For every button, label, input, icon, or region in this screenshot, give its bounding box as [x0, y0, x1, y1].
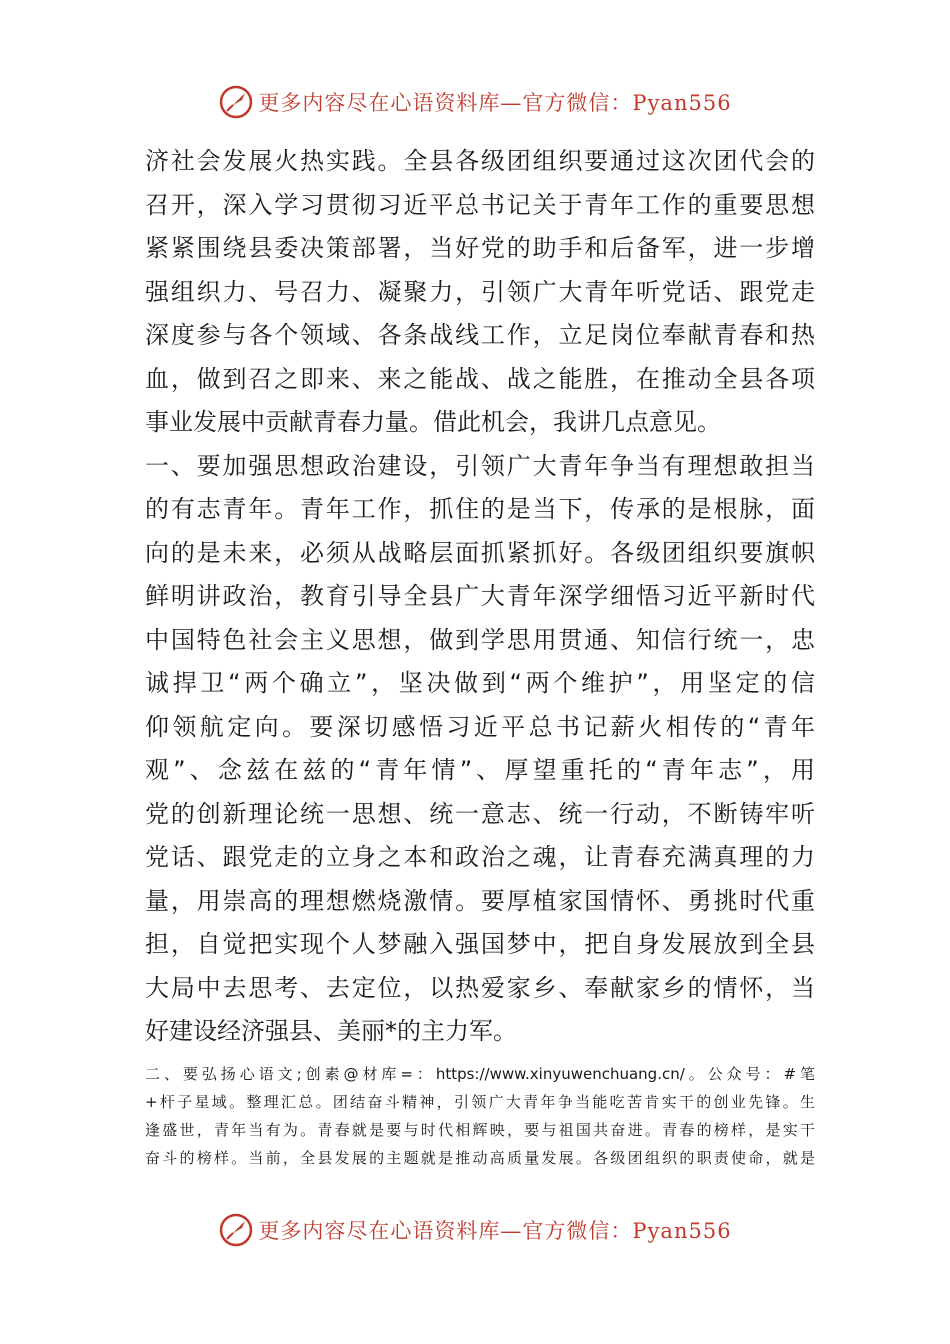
quill-pen-circle-icon: [218, 1212, 254, 1248]
body-line: 党话、跟党走的立身之本和政治之魂，让青春充满真理的力: [145, 843, 815, 871]
body-line: 中国特色社会主义思想，做到学思用贯通、知信行统一，忠: [145, 625, 815, 654]
small-print-line: 二、要弘扬心语文;创素@材库=：https://www.xinyuwenchuang.cn/。公众号：#笔: [145, 1064, 815, 1083]
body-line: 诚捍卫“两个确立”，坚决做到“两个维护”，用坚定的信: [145, 669, 815, 697]
body-line: 大局中去思考、去定位，以热爱家乡、奉献家乡的情怀，当: [145, 973, 815, 1002]
body-line: 血，做到召之即来、来之能战、战之能胜，在推动全县各项: [145, 364, 815, 393]
body-line: 好建设经济强县、美丽*的主力军。: [145, 1017, 517, 1045]
body-line: 的有志青年。青年工作，抓住的是当下，传承的是根脉，面: [145, 495, 815, 523]
footer-watermark-banner: [0, 1208, 950, 1252]
header-watermark-text: 更多内容尽在心语资料库—官方微信：Pyan556: [258, 91, 732, 115]
body-line: 济社会发展火热实践。全县各级团组织要通过这次团代会的: [145, 147, 815, 175]
body-line: 召开，深入学习贯彻习近平总书记关于青年工作的重要思想: [145, 190, 815, 219]
small-print-paragraph: [145, 1060, 815, 1172]
body-line: 深度参与各个领域、各条战线工作，立足岗位奉献青春和热: [145, 321, 815, 349]
body-line: 观”、念兹在兹的“青年情”、厚望重托的“青年志”，用: [145, 756, 815, 784]
small-print-line: 奋斗的榜样。当前，全县发展的主题就是推动高质量发展。各级团组织的职责使命，就是: [145, 1148, 815, 1167]
body-line: 紧紧围绕县委决策部署，当好党的助手和后备军，进一步增: [145, 234, 815, 262]
body-line: 鲜明讲政治，教育引导全县广大青年深学细悟习近平新时代: [145, 582, 815, 610]
small-print-line: +杆子星域。整理汇总。团结奋斗精神，引领广大青年争当能吃苦肯实干的创业先锋。生: [145, 1092, 815, 1111]
body-line: 担，自觉把实现个人梦融入强国梦中，把自身发展放到全县: [145, 930, 815, 958]
body-line: 党的创新理论统一思想、统一意志、统一行动，不断铸牢听: [145, 799, 815, 828]
document-body: [145, 140, 815, 1172]
body-line: 向的是未来，必须从战略层面抓紧抓好。各级团组织要旗帜: [145, 538, 815, 567]
body-line: 事业发展中贡献青春力量。借此机会，我讲几点意见。: [145, 408, 721, 436]
body-line: 量，用崇高的理想燃烧激情。要厚植家国情怀、勇挑时代重: [145, 886, 815, 915]
small-print-line: 逢盛世，青年当有为。青春就是要与时代相辉映，要与祖国共奋进。青春的榜样，是实干: [145, 1120, 815, 1139]
body-line: 一、要加强思想政治建设，引领广大青年争当有理想敢担当: [145, 451, 815, 480]
quill-pen-circle-icon: [218, 84, 254, 120]
body-line: 强组织力、号召力、凝聚力，引领广大青年听党话、跟党走: [145, 277, 815, 306]
header-watermark-banner: [0, 80, 950, 124]
body-line: 仰领航定向。要深切感悟习近平总书记薪火相传的“青年: [145, 712, 815, 741]
footer-watermark-text: 更多内容尽在心语资料库—官方微信：Pyan556: [258, 1219, 732, 1243]
